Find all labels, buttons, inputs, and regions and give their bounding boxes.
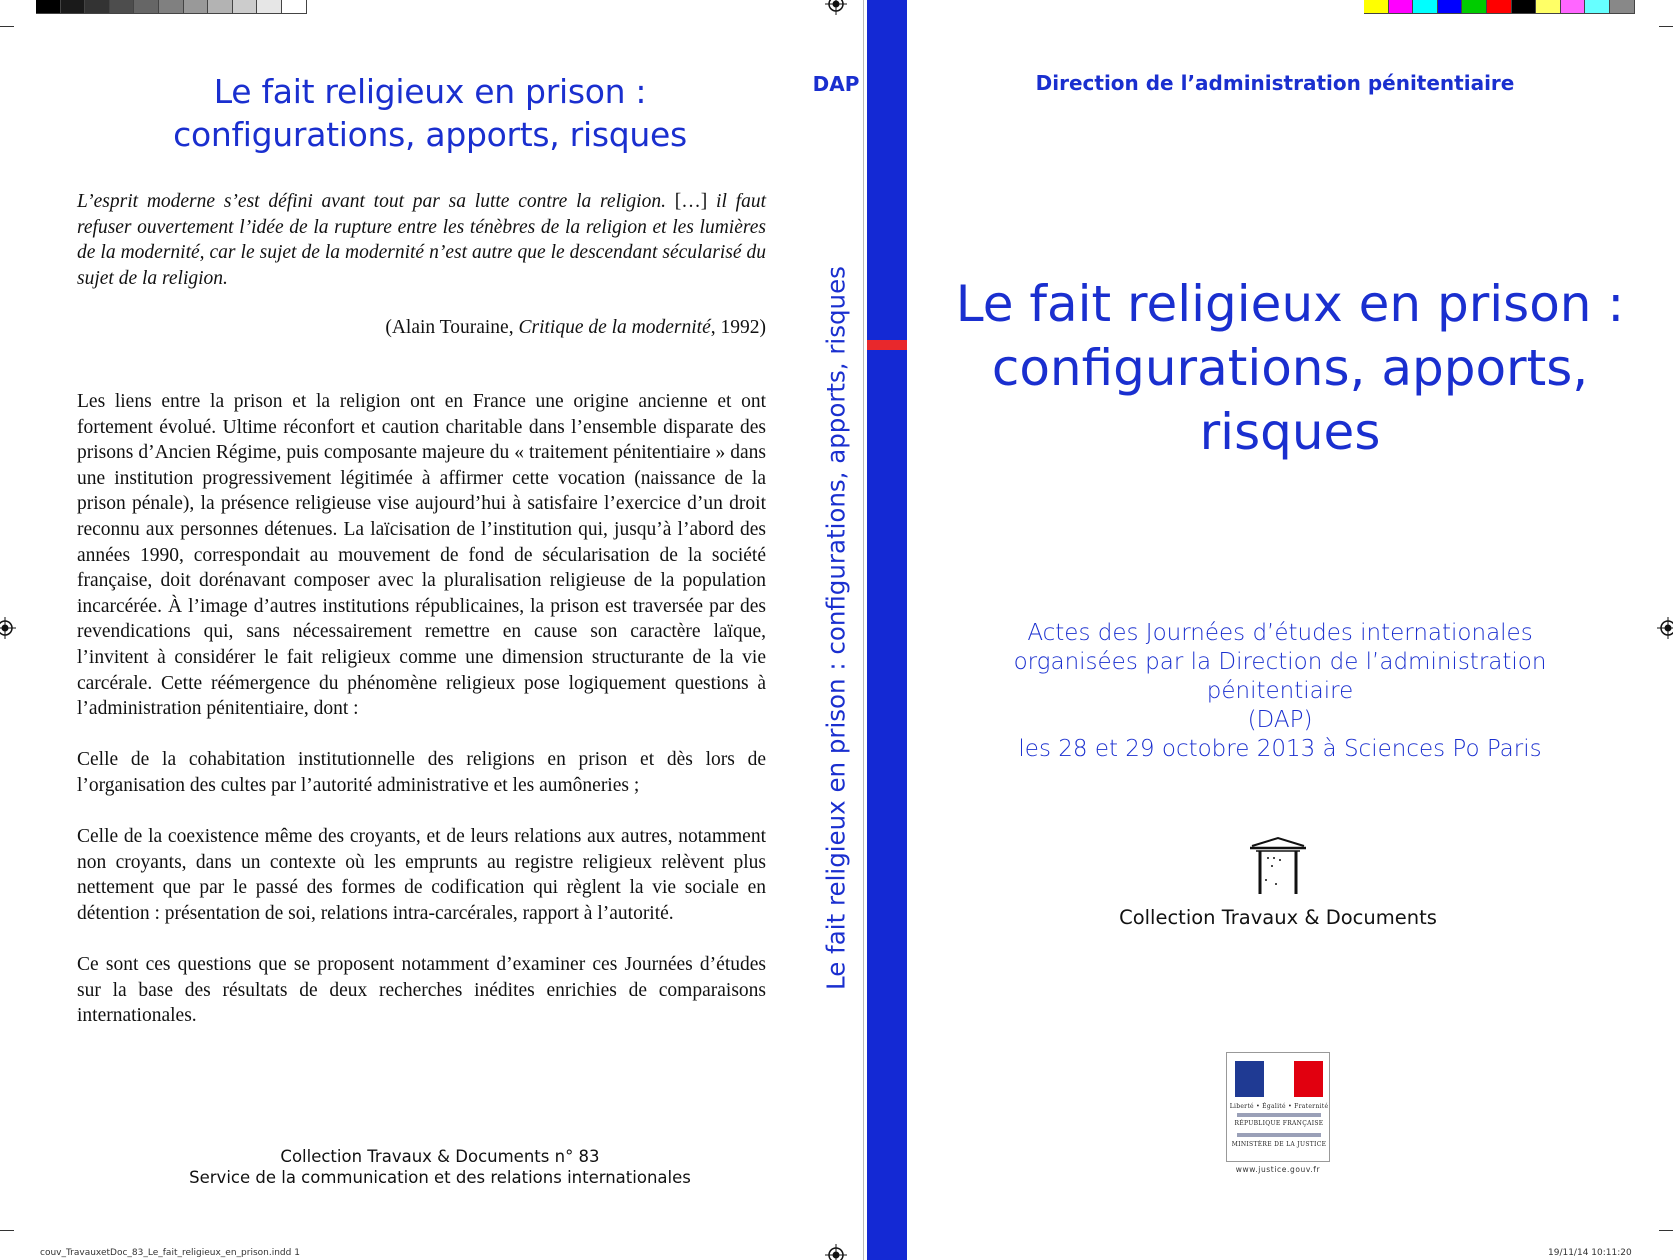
body-paragraph: Celle de la cohabitation institutionnelle des religions en prison et dès lors de l’organisation des cultes par l’autorité administrative et les aumôneries ; bbox=[77, 749, 766, 796]
calibration-swatch bbox=[1462, 0, 1487, 14]
back-cover-title bbox=[120, 70, 740, 156]
flag-stripe bbox=[1264, 1061, 1293, 1097]
logo-country: RÉPUBLIQUE FRANÇAISE bbox=[1234, 1120, 1324, 1127]
logo-ministry: MINISTÈRE DE LA JUSTICE bbox=[1231, 1141, 1327, 1148]
calibration-swatch bbox=[1413, 0, 1438, 14]
registration-mark-icon bbox=[825, 0, 847, 15]
calibration-swatch bbox=[1438, 0, 1463, 14]
calibration-swatch bbox=[1585, 0, 1610, 14]
calibration-swatch bbox=[1487, 0, 1512, 14]
attribution-year: , 1992) bbox=[710, 317, 766, 338]
registration-mark-icon bbox=[1657, 617, 1673, 639]
back-cover-footer bbox=[150, 1146, 730, 1188]
subtitle-line-2: organisées par la Direction de l’administration pénitentiaire bbox=[1013, 649, 1547, 704]
color-calibration-bar bbox=[1364, 0, 1635, 14]
french-flag-icon bbox=[1235, 1061, 1323, 1097]
body-paragraph: Ce sont ces questions que se proposent notamment d’examiner ces Journées d’études sur la base des résultats de deux recherches inédites enrichies de comparaisons internationales. bbox=[77, 954, 766, 1027]
calibration-swatch bbox=[61, 0, 86, 14]
calibration-swatch bbox=[110, 0, 135, 14]
attribution-author: (Alain Touraine, bbox=[385, 317, 519, 338]
flag-stripe bbox=[1235, 1061, 1264, 1097]
calibration-swatch bbox=[36, 0, 61, 14]
calibration-swatch bbox=[159, 0, 184, 14]
front-title-line-3: risques bbox=[1199, 403, 1381, 461]
crop-mark bbox=[0, 1230, 14, 1231]
calibration-swatch bbox=[1512, 0, 1537, 14]
grayscale-calibration-bar bbox=[36, 0, 307, 14]
front-cover-subtitle bbox=[960, 619, 1600, 764]
subtitle-line-3: (DAP) bbox=[1247, 707, 1313, 733]
front-title-line-2: configurations, apports, bbox=[991, 339, 1589, 397]
collection-label: Collection Travaux & Documents bbox=[1119, 906, 1437, 929]
calibration-swatch bbox=[1610, 0, 1635, 14]
calibration-swatch bbox=[208, 0, 233, 14]
logo-motto: Liberté • Égalité • Fraternité bbox=[1229, 1103, 1329, 1110]
slug-timestamp: 19/11/14 10:11:20 bbox=[1548, 1248, 1632, 1258]
registration-mark-icon bbox=[825, 1244, 847, 1260]
spine-red-accent bbox=[867, 340, 907, 350]
slug-file-name: couv_TravauxetDoc_83_Le_fait_religieux_en_prison.indd 1 bbox=[40, 1248, 300, 1258]
calibration-swatch bbox=[85, 0, 110, 14]
body-paragraph: Les liens entre la prison et la religion ont en France une origine ancienne et ont fortement évolué. Ultime réconfort et caution charitable dans l’ensemble disparate des prisons d’Ancien Régime, puis composante majeure du « traitement pénitentiaire » dans une institution progressivement légitimée à affirmer cette vocation (naissance de la prison pénale), la présence religieuse vise aujourd’hui à satisfaire l’exercice d’un droit reconnu aux personnes détenues. La laïcisation de l’institution qui, jusqu’à l’abord des années 1990, correspondait au mouvement de fond de sécularisation de la société française, doit dorénavant composer avec la pluralisation religieuse de la population incarcérée. À l’image d’autres institutions républicaines, la prison est traversée par des revendications qui, sans nécessairement remettre en cause son caractère laïque, l’invitent à considérer le fait religieux comme une dimension structurante de la vie carcérale. Cette réémergence du phénomène religieux pose logiquement questions à l’administration pénitentiaire, dont : bbox=[77, 391, 766, 720]
subtitle-line-1: Actes des Journées d’études internationales bbox=[1027, 620, 1533, 646]
epigraph-attribution bbox=[77, 317, 766, 339]
collection-building-icon bbox=[1246, 836, 1310, 896]
front-title-line-1: Le fait religieux en prison : bbox=[955, 275, 1625, 333]
subtitle-line-4: les 28 et 29 octobre 2013 à Sciences Po Paris bbox=[1018, 736, 1542, 762]
attribution-work-title: Critique de la modernité bbox=[518, 317, 711, 338]
crop-mark bbox=[1659, 26, 1673, 27]
calibration-swatch bbox=[1389, 0, 1414, 14]
body-paragraph: Celle de la coexistence même des croyants, et de leurs relations aux autres, notamment non croyants, dans un contexte où les emprunts au registre religieux relèvent plus nettement que par le passé des formes de codification qui règlent la vie sociale en détention : présentation de soi, relations intra-carcérales, rapport à l’autorité. bbox=[77, 826, 766, 924]
epigraph-quote bbox=[77, 189, 766, 291]
back-title-line-1: Le fait religieux en prison : bbox=[213, 72, 647, 111]
calibration-swatch bbox=[1536, 0, 1561, 14]
epigraph-part-1: L’esprit moderne s’est défini avant tout par sa lutte contre la religion. bbox=[77, 191, 666, 212]
calibration-swatch bbox=[233, 0, 258, 14]
epigraph-part-2: il faut refuser ouvertement l’idée de la rupture entre les ténèbres de la religion et les lumières de la modernité, car le sujet de la modernité n’est autre que le descendant sécularisé du sujet de la religion. bbox=[77, 191, 766, 289]
calibration-swatch bbox=[134, 0, 159, 14]
calibration-swatch bbox=[282, 0, 307, 14]
crop-mark bbox=[1659, 1230, 1673, 1231]
calibration-swatch bbox=[184, 0, 209, 14]
crop-mark bbox=[0, 26, 14, 27]
ministry-logo bbox=[1226, 1052, 1330, 1162]
epigraph-ellipsis: […] bbox=[665, 191, 717, 212]
flag-stripe bbox=[1294, 1061, 1323, 1097]
calibration-swatch bbox=[1364, 0, 1389, 14]
spine-blue-band bbox=[867, 0, 907, 1260]
calibration-swatch bbox=[257, 0, 282, 14]
back-cover-body bbox=[77, 389, 766, 1054]
registration-mark-icon bbox=[0, 617, 16, 639]
calibration-swatch bbox=[1561, 0, 1586, 14]
front-cover-title bbox=[940, 272, 1640, 464]
logo-divider bbox=[1237, 1133, 1321, 1137]
spine-title: Le fait religieux en prison : configurations, apports, risques bbox=[821, 266, 851, 990]
publisher-service: Service de la communication et des relations internationales bbox=[189, 1168, 691, 1187]
ministry-url: www.justice.gouv.fr bbox=[1235, 1165, 1321, 1174]
logo-divider bbox=[1237, 1113, 1321, 1117]
back-title-line-2: configurations, apports, risques bbox=[173, 115, 687, 154]
spine-fold-line bbox=[863, 0, 864, 1260]
spine-acronym: DAP bbox=[812, 72, 860, 96]
collection-number: Collection Travaux & Documents n° 83 bbox=[280, 1147, 600, 1166]
front-cover-header: Direction de l’administration pénitentiaire bbox=[1035, 71, 1515, 95]
